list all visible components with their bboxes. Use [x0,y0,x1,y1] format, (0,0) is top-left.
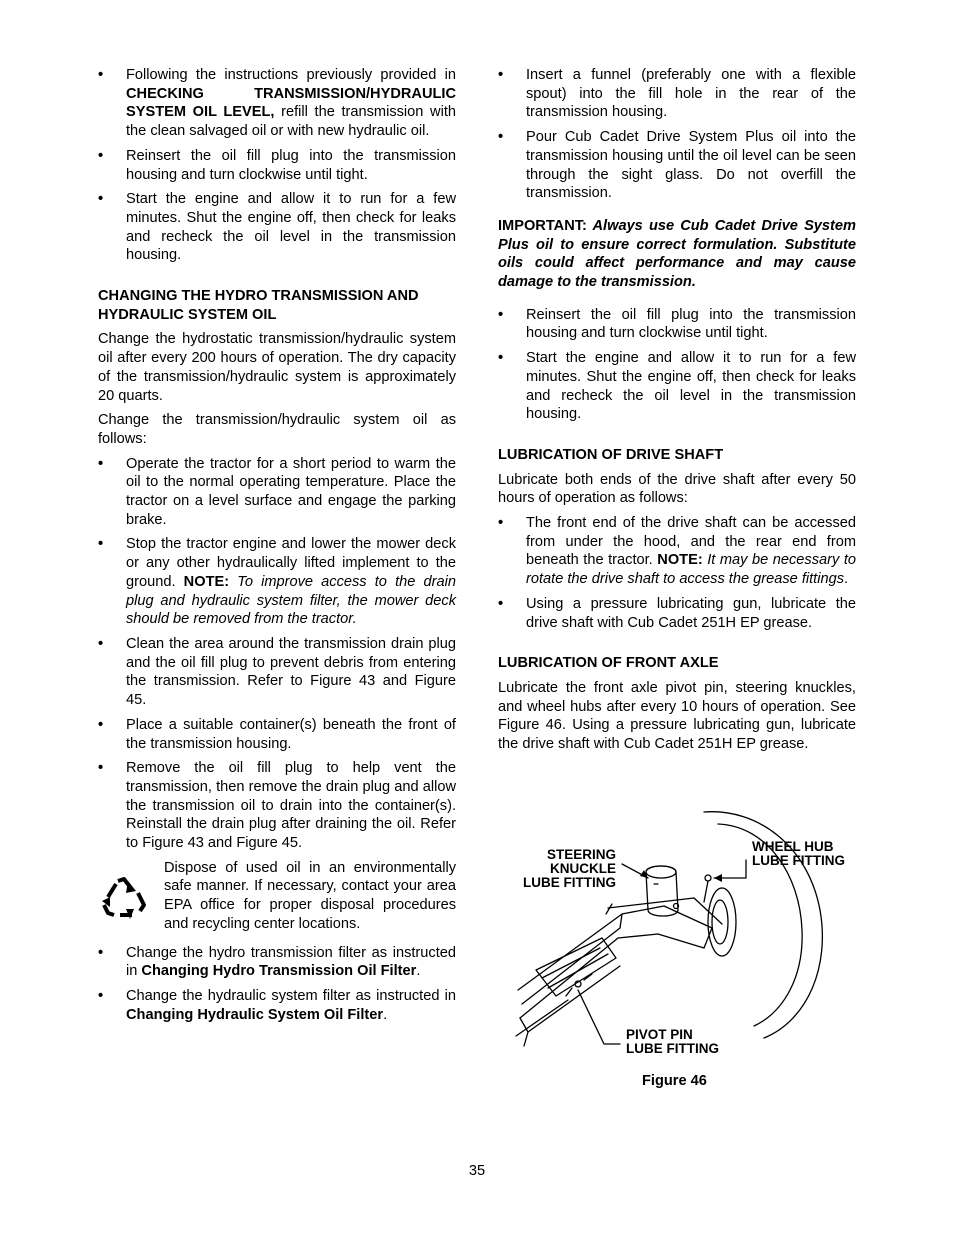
bullet: • [98,635,104,652]
bullet: • [98,455,104,472]
page-number: 35 [468,1163,486,1179]
section-heading: LUBRICATION OF DRIVE SHAFT [498,446,724,463]
figure-caption: Figure 46 [642,1073,707,1089]
paragraph: Lubricate the front axle pivot pin, steering knuckles, and wheel hubs after every 10 hours of operation. See Figure 46. Using a pressure lubricating gun, lubricate the drive shaft with Cub Cadet 251H EP grease. [498,679,856,753]
steering-knuckle-label: STEERING KNUCKLE LUBE FITTING [523,847,616,890]
bullet: • [498,129,504,146]
bullet: • [498,350,504,367]
bullet: • [98,67,104,83]
list-item: • Place a suitable container(s) beneath the front of the transmission housing. [98,716,456,752]
paragraph: Lubricate both ends of the drive shaft after every 50 hours of operation as follows: [498,471,856,507]
list-item: • The front end of the drive shaft can be accessed from under the hood, and the rear end from beneath the tractor. NOTE: It may be necessary to rotate the drive shaft to access the grease fittings. [498,515,856,588]
bullet: • [98,987,104,1004]
section-heading: CHANGING THE HYDRO TRANSMISSION AND HYDRAULIC SYSTEM OIL [98,288,419,323]
wheel-hub-label: WHEEL HUB LUBE FITTING [752,839,845,868]
list-item: • Clean the area around the transmission drain plug and the oil fill plug to prevent debris from entering the transmission. Refer to Figure 43 and Figure 45. [98,635,456,709]
list-item: • Start the engine and allow it to run for a few minutes. Shut the engine off, then check for leaks and recheck the oil level in the transmission housing. [98,191,456,264]
important-note: IMPORTANT: Always use Cub Cadet Drive System Plus oil to ensure correct formulation. Substitute oils could affect performance and may cause damage to the transmission. [498,217,856,291]
list-item: • Insert a funnel (preferably one with a flexible spout) into the fill hole in the rear of the transmission housing. [498,67,856,121]
section-heading: LUBRICATION OF FRONT AXLE [498,655,719,672]
list-item: • Operate the tractor for a short period to warm the oil to the normal operating temperature. Place the tractor on a level surface and engage the parking brake. [98,455,456,528]
pivot-pin-label: PIVOT PIN LUBE FITTING [626,1027,719,1056]
list-item: • Remove the oil fill plug to help vent the transmission, then remove the drain plug and allow the transmission oil to drain into the container(s). Reinstall the drain plug after draining the oil. Refer to Figure 43 and Figure 45. [98,760,456,852]
recycle-note: Dispose of used oil in an environmentally safe manner. If necessary, contact your area EPA office for proper disposal procedures and recycling center locations. [98,859,456,934]
list-item: • Reinsert the oil fill plug into the transmission housing and turn clockwise until tight. [498,306,856,342]
figure-46 [508,806,856,1096]
bullet: • [98,760,104,777]
bullet: • [98,536,104,553]
list-item: • Start the engine and allow it to run for a few minutes. Shut the engine off, then check for leaks and recheck the oil level in the transmission housing. [498,350,856,423]
list-item: • Following the instructions previously provided in CHECKING TRANSMISSION/HYDRAULIC SYSTEM OIL LEVEL, refill the transmission with the clean salvaged oil or with new hydraulic oil. [98,67,456,140]
bullet: • [98,191,104,208]
list-item: • Change the hydro transmission filter as instructed in Changing Hydro Transmission Oil Filter. [98,944,456,980]
list-item: • Using a pressure lubricating gun, lubricate the drive shaft with Cub Cadet 251H EP grease. [498,595,856,631]
paragraph: Change the hydrostatic transmission/hydraulic system oil after every 200 hours of operation. The dry capacity of the transmission/hydraulic system is approximately 20 quarts. [98,331,456,404]
list-item: • Pour Cub Cadet Drive System Plus oil into the transmission housing until the oil level can be seen through the sight glass. Do not overfill the transmission. [498,129,856,202]
bullet: • [498,515,504,532]
recycle-icon [98,875,150,921]
bullet: • [98,944,104,961]
paragraph: Change the transmission/hydraulic system oil as follows: [98,412,456,447]
bullet: • [98,716,104,733]
list-item: • Reinsert the oil fill plug into the transmission housing and turn clockwise until tight. [98,147,456,183]
bullet: • [498,67,504,83]
bullet: • [498,595,504,612]
list-item: • Change the hydraulic system filter as instructed in Changing Hydraulic System Oil Filter. [98,987,456,1023]
list-item: • Stop the tractor engine and lower the mower deck or any other hydraulically lifted implement to the ground. NOTE: To improve access to the drain plug and hydraulic system filter, the mower deck should be removed from the tractor. [98,536,456,628]
bullet: • [98,147,104,164]
bullet: • [498,306,504,323]
right-column [498,66,856,760]
left-column [98,66,456,1030]
